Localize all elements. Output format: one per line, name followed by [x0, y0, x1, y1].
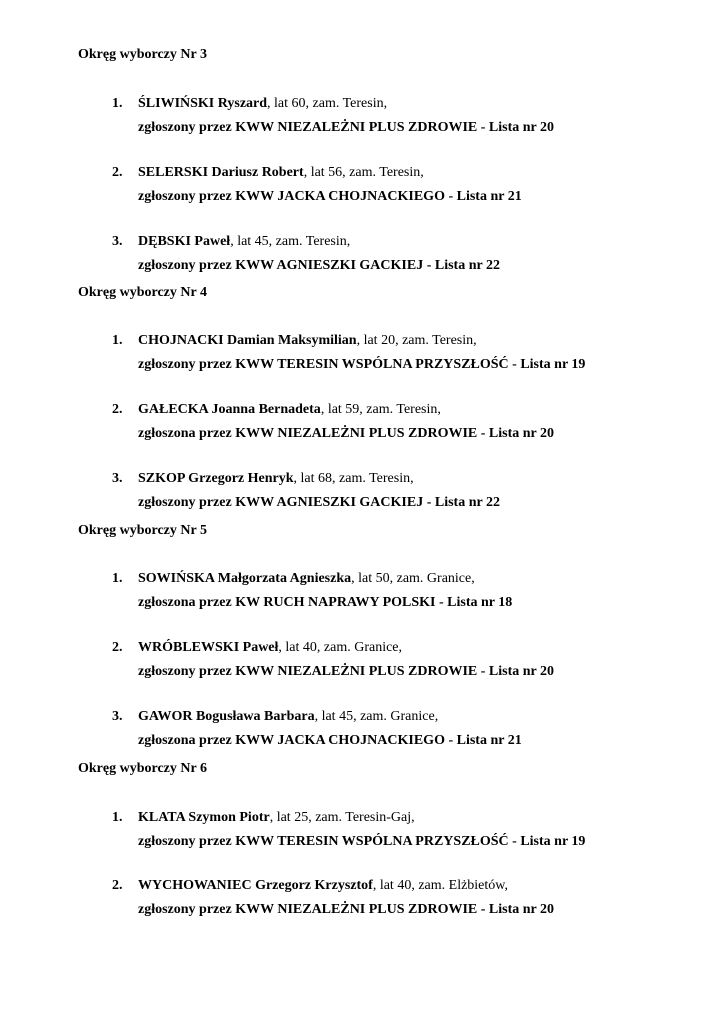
- candidate-info: [138, 467, 414, 491]
- candidate-details: , lat 45, zam. Teresin,: [230, 234, 351, 249]
- candidate-submitted-by: zgłoszony przez KWW NIEZALEŻNI PLUS ZDROWIE - Lista nr 20: [138, 120, 555, 135]
- candidate-name: SELERSKI Dariusz Robert: [138, 165, 304, 180]
- candidate-submitted-by: zgłoszona przez KWW JACKA CHOJNACKIEGO - Lista nr 21: [138, 733, 522, 748]
- candidate-number: 1.: [112, 571, 123, 586]
- candidate-info: [138, 874, 508, 898]
- candidate-details: , lat 40, zam. Elżbietów,: [372, 878, 508, 893]
- candidate-submitted-by: zgłoszony przez KWW NIEZALEŻNI PLUS ZDROWIE - Lista nr 20: [138, 902, 555, 917]
- candidate-name: GAWOR Bogusława Barbara: [138, 709, 315, 724]
- candidate-number: 1.: [112, 810, 123, 825]
- candidate-name: CHOJNACKI Damian Maksymilian: [138, 333, 357, 348]
- candidate-number: 3.: [112, 709, 123, 724]
- candidate-info: [138, 567, 475, 591]
- district-heading: Okręg wyborczy Nr 4: [78, 285, 207, 300]
- district-heading: Okręg wyborczy Nr 6: [78, 761, 207, 776]
- candidate-submitted-by: zgłoszony przez KWW TERESIN WSPÓLNA PRZYSZŁOŚĆ - Lista nr 19: [138, 357, 586, 372]
- candidate-info: [138, 636, 402, 660]
- candidate-name: ŚLIWIŃSKI Ryszard: [138, 96, 268, 111]
- candidate-number: 3.: [112, 471, 123, 486]
- candidate-name: WRÓBLEWSKI Paweł: [138, 640, 279, 655]
- candidate-submitted-by: zgłoszona przez KW RUCH NAPRAWY POLSKI - Lista nr 18: [138, 595, 513, 610]
- candidate-details: , lat 25, zam. Teresin-Gaj,: [269, 810, 415, 825]
- district-heading: Okręg wyborczy Nr 3: [78, 47, 207, 62]
- candidate-name: SZKOP Grzegorz Henryk: [138, 471, 294, 486]
- candidate-name: KLATA Szymon Piotr: [138, 810, 270, 825]
- candidate-number: 2.: [112, 402, 123, 417]
- candidate-submitted-by: zgłoszona przez KWW NIEZALEŻNI PLUS ZDROWIE - Lista nr 20: [138, 426, 555, 441]
- candidate-name: DĘBSKI Paweł: [138, 234, 231, 249]
- candidate-submitted-by: zgłoszony przez KWW AGNIESZKI GACKIEJ - Lista nr 22: [138, 495, 500, 510]
- candidate-details: , lat 60, zam. Teresin,: [267, 96, 388, 111]
- candidate-submitted-by: zgłoszony przez KWW NIEZALEŻNI PLUS ZDROWIE - Lista nr 20: [138, 664, 555, 679]
- candidate-info: [138, 329, 477, 353]
- candidate-number: 2.: [112, 165, 123, 180]
- candidate-number: 1.: [112, 333, 123, 348]
- candidate-details: , lat 50, zam. Granice,: [351, 571, 475, 586]
- candidate-number: 1.: [112, 96, 123, 111]
- candidate-info: [138, 705, 438, 729]
- candidate-name: SOWIŃSKA Małgorzata Agnieszka: [138, 571, 352, 586]
- district-heading: Okręg wyborczy Nr 5: [78, 523, 207, 538]
- candidate-details: , lat 40, zam. Granice,: [278, 640, 403, 655]
- candidate-number: 3.: [112, 234, 123, 249]
- candidate-submitted-by: zgłoszony przez KWW JACKA CHOJNACKIEGO - Lista nr 21: [138, 189, 522, 204]
- candidate-details: , lat 20, zam. Teresin,: [356, 333, 477, 348]
- candidate-number: 2.: [112, 640, 123, 655]
- candidate-name: WYCHOWANIEC Grzegorz Krzysztof: [138, 878, 373, 893]
- candidate-info: [138, 398, 441, 422]
- candidate-submitted-by: zgłoszony przez KWW TERESIN WSPÓLNA PRZYSZŁOŚĆ - Lista nr 19: [138, 834, 586, 849]
- candidate-number: 2.: [112, 878, 123, 893]
- candidate-info: [138, 161, 424, 185]
- candidate-info: [138, 806, 415, 830]
- candidate-info: [138, 230, 350, 254]
- candidate-name: GAŁECKA Joanna Bernadeta: [138, 402, 321, 417]
- candidate-details: , lat 68, zam. Teresin,: [293, 471, 414, 486]
- candidate-details: , lat 59, zam. Teresin,: [320, 402, 441, 417]
- candidate-details: , lat 56, zam. Teresin,: [303, 165, 424, 180]
- candidate-info: [138, 92, 387, 116]
- candidate-details: , lat 45, zam. Granice,: [314, 709, 439, 724]
- candidate-submitted-by: zgłoszony przez KWW AGNIESZKI GACKIEJ - Lista nr 22: [138, 258, 500, 273]
